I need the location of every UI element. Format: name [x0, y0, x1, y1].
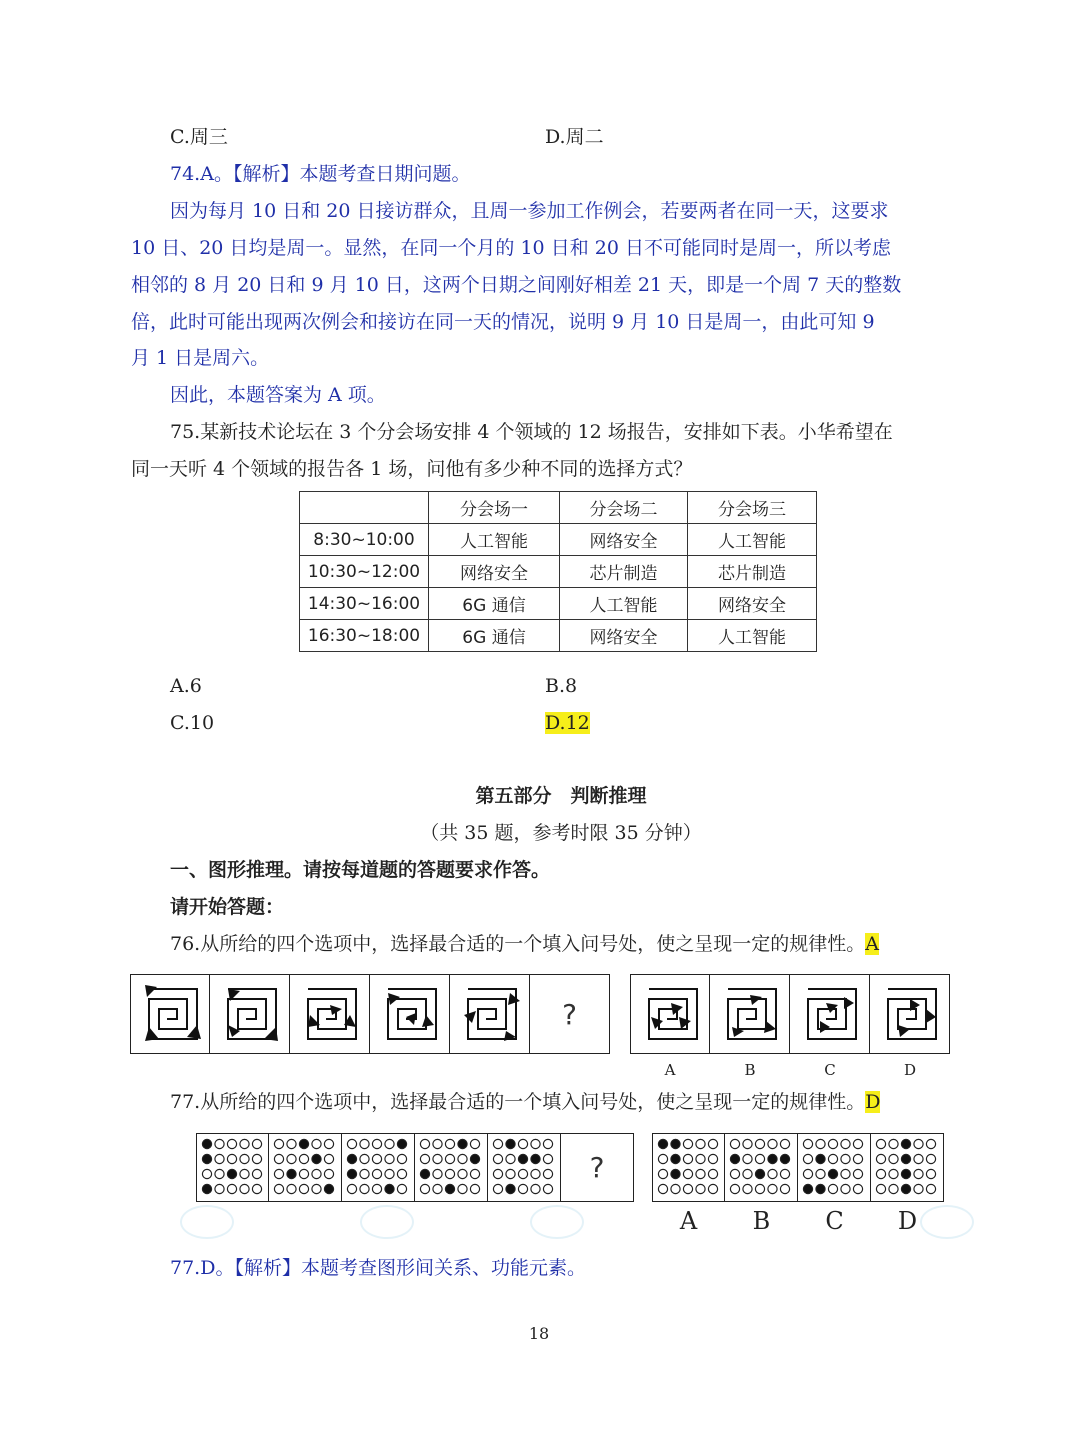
- grid-dot: [671, 1169, 680, 1178]
- option-label: C: [824, 1061, 836, 1079]
- grid-dot: [743, 1139, 752, 1148]
- grid-dot: [683, 1169, 692, 1178]
- option-panel: [652, 1133, 725, 1202]
- q76-question-text: 76.从所给的四个选项中，选择最合适的一个填入问号处，使之呈现一定的规律性。: [170, 933, 866, 955]
- grid-dot: [227, 1154, 236, 1163]
- grid-dot: [768, 1154, 777, 1163]
- grid-dot: [372, 1184, 381, 1193]
- watermark-shape: [180, 1205, 234, 1239]
- grid-dot: [889, 1154, 898, 1163]
- grid-dot: [876, 1139, 885, 1148]
- q76-option-figures: [630, 974, 950, 1054]
- question-panel: [530, 974, 610, 1054]
- grid-dot: [299, 1154, 308, 1163]
- figure-panel: [210, 974, 290, 1054]
- grid-dot: [458, 1154, 467, 1163]
- grid-dot: [658, 1169, 667, 1178]
- grid-dot: [816, 1169, 825, 1178]
- grid-dot: [287, 1169, 296, 1178]
- grid-dot: [420, 1184, 429, 1193]
- table-cell: 分会场三: [688, 492, 817, 524]
- dot-grid-figure: [415, 1134, 485, 1200]
- grid-dot: [385, 1139, 394, 1148]
- grid-dot: [518, 1154, 527, 1163]
- grid-dot: [202, 1139, 211, 1148]
- grid-dot: [730, 1169, 739, 1178]
- grid-dot: [360, 1184, 369, 1193]
- watermark-shape: [360, 1205, 414, 1239]
- option-label: A: [679, 1207, 698, 1235]
- grid-dot: [470, 1154, 479, 1163]
- grid-dot: [671, 1154, 680, 1163]
- grid-dot: [816, 1154, 825, 1163]
- question-mark: ?: [562, 997, 577, 1031]
- grid-dot: [803, 1154, 812, 1163]
- table-cell: 芯片制造: [688, 556, 817, 588]
- grid-dot: [671, 1184, 680, 1193]
- table-cell: 芯片制造: [560, 556, 688, 588]
- grid-dot: [493, 1154, 502, 1163]
- grid-dot: [708, 1169, 717, 1178]
- grid-dot: [433, 1154, 442, 1163]
- grid-dot: [683, 1154, 692, 1163]
- grid-dot: [312, 1154, 321, 1163]
- grid-dot: [215, 1169, 224, 1178]
- table-cell: 人工智能: [429, 524, 560, 556]
- grid-dot: [252, 1169, 261, 1178]
- grid-dot: [730, 1184, 739, 1193]
- grid-dot: [202, 1154, 211, 1163]
- dot-grid-figure: [342, 1134, 412, 1200]
- q76-question: [170, 931, 879, 957]
- figure-panel: [370, 974, 450, 1054]
- grid-dot: [252, 1184, 261, 1193]
- grid-dot: [240, 1184, 249, 1193]
- table-cell: 网络安全: [688, 588, 817, 620]
- start-instruction: 请开始答题：: [170, 896, 285, 918]
- grid-dot: [287, 1154, 296, 1163]
- grid-dot: [768, 1169, 777, 1178]
- grid-dot: [683, 1139, 692, 1148]
- grid-dot: [708, 1139, 717, 1148]
- grid-dot: [901, 1139, 910, 1148]
- q76-answer-mark: A: [865, 933, 879, 955]
- grid-dot: [299, 1184, 308, 1193]
- q76-question-figures: [130, 974, 610, 1054]
- figure-panel: [342, 1133, 415, 1202]
- table-cell: 网络安全: [560, 620, 688, 652]
- grid-dot: [914, 1139, 923, 1148]
- grid-dot: [372, 1169, 381, 1178]
- grid-dot: [755, 1154, 764, 1163]
- grid-dot: [816, 1139, 825, 1148]
- grid-dot: [926, 1139, 935, 1148]
- grid-dot: [312, 1184, 321, 1193]
- q74-analysis-line: 10 日、20 日均是周一。显然，在同一个月的 10 日和 20 日不可能同时是周一，所以考虑: [131, 237, 891, 259]
- q74-analysis-head: 74.A。【解析】本题考查日期问题。: [170, 163, 471, 185]
- grid-dot: [506, 1184, 515, 1193]
- grid-dot: [708, 1154, 717, 1163]
- table-cell: 6G 通信: [429, 620, 560, 652]
- grid-dot: [780, 1139, 789, 1148]
- table-cell: 分会场二: [560, 492, 688, 524]
- figure-panel: [488, 1133, 561, 1202]
- table-cell: 6G 通信: [429, 588, 560, 620]
- grid-dot: [324, 1139, 333, 1148]
- q77-question-figures: [196, 1133, 634, 1202]
- grid-dot: [658, 1154, 667, 1163]
- grid-dot: [803, 1184, 812, 1193]
- grid-dot: [926, 1169, 935, 1178]
- figure-panel: [130, 974, 210, 1054]
- dot-grid-figure: [488, 1134, 558, 1200]
- table-row: [300, 556, 817, 588]
- option-panel: [725, 1133, 798, 1202]
- grid-dot: [397, 1169, 406, 1178]
- grid-dot: [531, 1154, 540, 1163]
- option-label: D: [897, 1207, 918, 1235]
- grid-dot: [730, 1139, 739, 1148]
- grid-dot: [299, 1169, 308, 1178]
- grid-dot: [252, 1154, 261, 1163]
- grid-dot: [708, 1184, 717, 1193]
- option-label: A: [664, 1061, 676, 1079]
- table-row: [300, 620, 817, 652]
- grid-dot: [299, 1139, 308, 1148]
- maze-figure: [790, 975, 870, 1055]
- grid-dot: [828, 1139, 837, 1148]
- grid-dot: [780, 1154, 789, 1163]
- grid-dot: [420, 1154, 429, 1163]
- q74-answer: 因此，本题答案为 A 项。: [170, 384, 386, 406]
- grid-dot: [252, 1139, 261, 1148]
- part-heading: 一、图形推理。请按每道题的答题要求作答。: [170, 859, 551, 881]
- grid-dot: [531, 1184, 540, 1193]
- grid-dot: [493, 1169, 502, 1178]
- maze-figure: [450, 975, 530, 1055]
- grid-dot: [420, 1169, 429, 1178]
- option-label: D: [903, 1061, 917, 1079]
- grid-dot: [853, 1154, 862, 1163]
- option-label: B: [744, 1061, 756, 1079]
- grid-dot: [202, 1184, 211, 1193]
- grid-dot: [780, 1169, 789, 1178]
- grid-dot: [202, 1169, 211, 1178]
- grid-dot: [853, 1184, 862, 1193]
- grid-dot: [458, 1184, 467, 1193]
- table-cell: 14:30~16:00: [300, 588, 429, 620]
- grid-dot: [312, 1169, 321, 1178]
- grid-dot: [506, 1139, 515, 1148]
- grid-dot: [420, 1139, 429, 1148]
- question-panel: [561, 1133, 634, 1202]
- grid-dot: [743, 1184, 752, 1193]
- grid-dot: [240, 1169, 249, 1178]
- grid-dot: [816, 1184, 825, 1193]
- grid-dot: [493, 1139, 502, 1148]
- grid-dot: [360, 1169, 369, 1178]
- grid-dot: [397, 1154, 406, 1163]
- grid-dot: [470, 1184, 479, 1193]
- grid-dot: [914, 1184, 923, 1193]
- maze-figure: [370, 975, 450, 1055]
- grid-dot: [385, 1154, 394, 1163]
- grid-dot: [876, 1154, 885, 1163]
- grid-dot: [803, 1139, 812, 1148]
- grid-dot: [876, 1169, 885, 1178]
- grid-dot: [743, 1169, 752, 1178]
- grid-dot: [543, 1169, 552, 1178]
- q75-option-b: B.8: [545, 675, 578, 697]
- option-label: B: [752, 1207, 771, 1235]
- grid-dot: [360, 1154, 369, 1163]
- grid-dot: [445, 1184, 454, 1193]
- figure-panel: [290, 974, 370, 1054]
- question-mark: ?: [589, 1151, 605, 1184]
- grid-dot: [470, 1169, 479, 1178]
- grid-dot: [696, 1169, 705, 1178]
- option-label: C: [825, 1207, 844, 1235]
- option-panel: [870, 974, 950, 1054]
- maze-figure: [210, 975, 290, 1055]
- grid-dot: [841, 1139, 850, 1148]
- grid-dot: [543, 1184, 552, 1193]
- section-subtitle: （共 35 题，参考时限 35 分钟）: [420, 822, 702, 844]
- grid-dot: [853, 1169, 862, 1178]
- q75-question-line: 同一天听 4 个领域的报告各 1 场，问他有多少种不同的选择方式？: [131, 458, 693, 480]
- table-cell: 人工智能: [688, 524, 817, 556]
- grid-dot: [755, 1169, 764, 1178]
- q77-question: [170, 1089, 880, 1115]
- grid-dot: [312, 1139, 321, 1148]
- grid-dot: [828, 1154, 837, 1163]
- grid-dot: [372, 1154, 381, 1163]
- schedule-table: [299, 491, 817, 652]
- grid-dot: [926, 1184, 935, 1193]
- grid-dot: [926, 1154, 935, 1163]
- q75-option-c: C.10: [170, 712, 215, 734]
- grid-dot: [768, 1139, 777, 1148]
- grid-dot: [543, 1154, 552, 1163]
- dot-grid-figure: [653, 1134, 723, 1200]
- grid-dot: [543, 1139, 552, 1148]
- q74-analysis-line: 月 1 日是周六。: [131, 347, 270, 369]
- grid-dot: [347, 1154, 356, 1163]
- table-cell: 网络安全: [429, 556, 560, 588]
- option-panel: [630, 974, 710, 1054]
- grid-dot: [696, 1154, 705, 1163]
- grid-dot: [445, 1154, 454, 1163]
- grid-dot: [433, 1139, 442, 1148]
- grid-dot: [841, 1154, 850, 1163]
- table-cell: [300, 492, 429, 524]
- grid-dot: [385, 1184, 394, 1193]
- grid-dot: [755, 1184, 764, 1193]
- grid-dot: [914, 1169, 923, 1178]
- q73-option-d: D.周二: [545, 126, 604, 148]
- grid-dot: [215, 1154, 224, 1163]
- grid-dot: [889, 1139, 898, 1148]
- grid-dot: [274, 1184, 283, 1193]
- q77-option-figures: [652, 1133, 944, 1202]
- table-cell: 人工智能: [560, 588, 688, 620]
- grid-dot: [324, 1184, 333, 1193]
- q74-analysis-line: 因为每月 10 日和 20 日接访群众，且周一参加工作例会，若要两者在同一天，这要求: [170, 200, 889, 222]
- grid-dot: [397, 1184, 406, 1193]
- grid-dot: [518, 1169, 527, 1178]
- grid-dot: [828, 1169, 837, 1178]
- maze-figure: [710, 975, 790, 1055]
- grid-dot: [853, 1139, 862, 1148]
- option-panel: [710, 974, 790, 1054]
- q75-question-line: 75.某新技术论坛在 3 个分会场安排 4 个领域的 12 场报告，安排如下表。小华希望在: [170, 421, 893, 443]
- figure-panel: [415, 1133, 488, 1202]
- table-cell: 分会场一: [429, 492, 560, 524]
- grid-dot: [876, 1184, 885, 1193]
- option-panel: [798, 1133, 871, 1202]
- dot-grid-figure: [798, 1134, 868, 1200]
- figure-panel: [269, 1133, 342, 1202]
- grid-dot: [671, 1139, 680, 1148]
- grid-dot: [433, 1184, 442, 1193]
- grid-dot: [347, 1184, 356, 1193]
- grid-dot: [347, 1139, 356, 1148]
- page-number: 18: [528, 1324, 550, 1343]
- q77-answer-mark: D: [865, 1091, 881, 1113]
- grid-dot: [841, 1169, 850, 1178]
- grid-dot: [240, 1154, 249, 1163]
- grid-dot: [696, 1139, 705, 1148]
- grid-dot: [385, 1169, 394, 1178]
- grid-dot: [274, 1154, 283, 1163]
- grid-dot: [287, 1184, 296, 1193]
- table-cell: 网络安全: [560, 524, 688, 556]
- figure-panel: [450, 974, 530, 1054]
- table-cell: 10:30~12:00: [300, 556, 429, 588]
- grid-dot: [755, 1139, 764, 1148]
- grid-dot: [518, 1139, 527, 1148]
- table-row: [300, 524, 817, 556]
- grid-dot: [696, 1184, 705, 1193]
- table-cell: 8:30~10:00: [300, 524, 429, 556]
- grid-dot: [493, 1184, 502, 1193]
- dot-grid-figure: [197, 1134, 267, 1200]
- grid-dot: [227, 1169, 236, 1178]
- grid-dot: [287, 1139, 296, 1148]
- grid-dot: [780, 1184, 789, 1193]
- grid-dot: [901, 1184, 910, 1193]
- grid-dot: [743, 1154, 752, 1163]
- grid-dot: [324, 1169, 333, 1178]
- q74-analysis-line: 倍，此时可能出现两次例会和接访在同一天的情况，说明 9 月 10 日是周一，由此可知 9: [131, 311, 875, 333]
- grid-dot: [914, 1154, 923, 1163]
- grid-dot: [683, 1184, 692, 1193]
- maze-figure: [290, 975, 370, 1055]
- maze-figure: [870, 975, 950, 1055]
- grid-dot: [730, 1154, 739, 1163]
- grid-dot: [347, 1169, 356, 1178]
- grid-dot: [445, 1139, 454, 1148]
- grid-dot: [841, 1184, 850, 1193]
- table-row: [300, 588, 817, 620]
- grid-dot: [901, 1169, 910, 1178]
- grid-dot: [901, 1154, 910, 1163]
- q75-option-a: A.6: [170, 675, 202, 697]
- dot-grid-figure: [269, 1134, 339, 1200]
- grid-dot: [658, 1184, 667, 1193]
- q73-option-c: C.周三: [170, 126, 228, 148]
- section-title: 第五部分 判断推理: [475, 785, 647, 807]
- dot-grid-figure: [871, 1134, 941, 1200]
- q77-analysis-head: 77.D。【解析】本题考查图形间关系、功能元素。: [170, 1257, 586, 1279]
- grid-dot: [240, 1139, 249, 1148]
- grid-dot: [506, 1154, 515, 1163]
- grid-dot: [458, 1139, 467, 1148]
- grid-dot: [458, 1169, 467, 1178]
- grid-dot: [506, 1169, 515, 1178]
- grid-dot: [658, 1139, 667, 1148]
- grid-dot: [445, 1169, 454, 1178]
- watermark-shape: [530, 1205, 584, 1239]
- grid-dot: [470, 1139, 479, 1148]
- grid-dot: [531, 1139, 540, 1148]
- grid-dot: [433, 1169, 442, 1178]
- grid-dot: [324, 1154, 333, 1163]
- grid-dot: [227, 1184, 236, 1193]
- grid-dot: [274, 1169, 283, 1178]
- grid-dot: [803, 1169, 812, 1178]
- grid-dot: [215, 1139, 224, 1148]
- answer-highlight: D.12: [545, 712, 590, 734]
- grid-dot: [828, 1184, 837, 1193]
- q75-option-d: [545, 710, 590, 736]
- grid-dot: [518, 1184, 527, 1193]
- table-header-row: [300, 492, 817, 524]
- grid-dot: [372, 1139, 381, 1148]
- grid-dot: [227, 1139, 236, 1148]
- q74-analysis-line: 相邻的 8 月 20 日和 9 月 10 日，这两个日期之间刚好相差 21 天，即是一个周 7 天的整数: [131, 274, 902, 296]
- maze-figure: [631, 975, 711, 1055]
- q77-question-text: 77.从所给的四个选项中，选择最合适的一个填入问号处，使之呈现一定的规律性。: [170, 1091, 866, 1113]
- maze-figure: [131, 975, 211, 1055]
- grid-dot: [360, 1139, 369, 1148]
- grid-dot: [215, 1184, 224, 1193]
- dot-grid-figure: [725, 1134, 795, 1200]
- grid-dot: [531, 1169, 540, 1178]
- table-cell: 人工智能: [688, 620, 817, 652]
- grid-dot: [889, 1184, 898, 1193]
- grid-dot: [768, 1184, 777, 1193]
- grid-dot: [397, 1139, 406, 1148]
- figure-panel: [196, 1133, 269, 1202]
- option-panel: [871, 1133, 944, 1202]
- table-cell: 16:30~18:00: [300, 620, 429, 652]
- grid-dot: [274, 1139, 283, 1148]
- grid-dot: [889, 1169, 898, 1178]
- option-panel: [790, 974, 870, 1054]
